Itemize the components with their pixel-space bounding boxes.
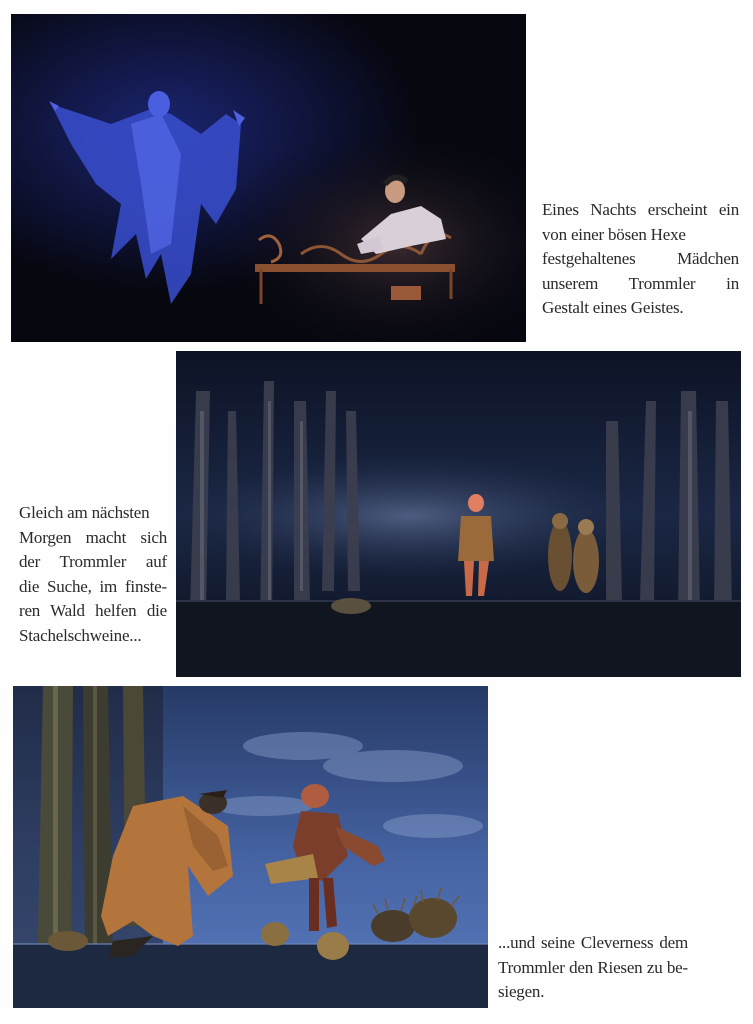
caption-line: ren Wald helfen die: [19, 601, 167, 620]
caption-line: festgehaltenes Mädchen: [542, 249, 739, 268]
caption-line: Trommler den Riesen zu be-: [498, 957, 688, 977]
caption-line: Eines Nachts erscheint ein: [542, 200, 739, 219]
caption-line: siegen.: [498, 982, 545, 1001]
caption-ghost: [542, 198, 739, 321]
caption-line: unserem Trommler in: [542, 273, 739, 293]
caption-line: von einer bösen Hexe: [542, 224, 686, 244]
caption-line: Stachelschweine...: [19, 625, 142, 645]
caption-giant: [498, 931, 688, 1005]
caption-line: Gestalt eines Geistes.: [542, 298, 684, 317]
caption-forest: [19, 501, 167, 648]
caption-line: Morgen macht sich: [19, 527, 167, 547]
giant-scene-image: [13, 686, 488, 1008]
caption-line: ...und seine Cleverness dem: [498, 933, 688, 952]
ghost-scene-image: [11, 14, 526, 342]
caption-line: der Trommler auf: [19, 552, 167, 571]
photo-giant-scene: [13, 686, 488, 1008]
photo-ghost-scene: [11, 14, 526, 342]
caption-line: Gleich am nächsten: [19, 503, 150, 522]
photo-forest-scene: [176, 351, 741, 677]
caption-line: die Suche, im finste-: [19, 576, 167, 596]
forest-scene-image: [176, 351, 741, 677]
